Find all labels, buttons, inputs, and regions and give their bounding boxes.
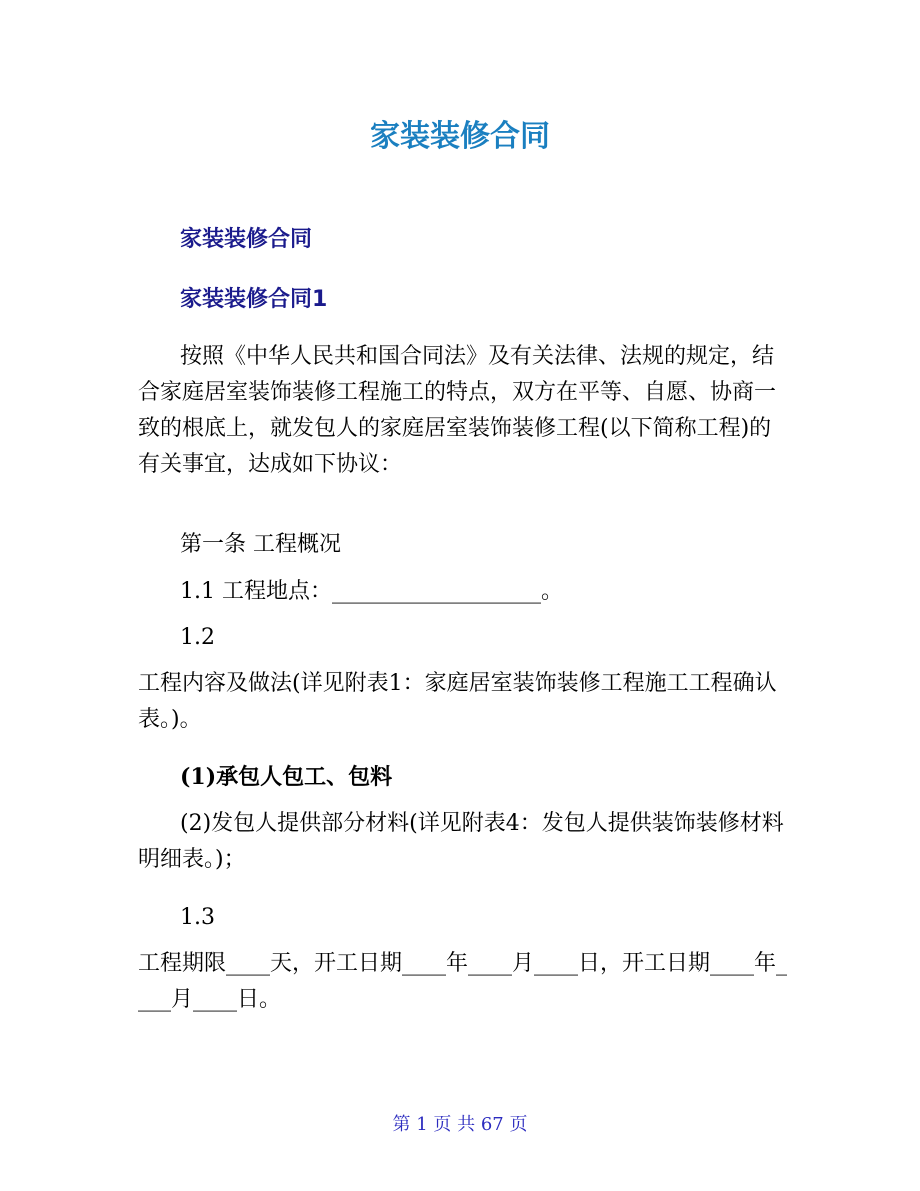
- item-1-3-schedule: 工程期限____天，开工日期____年____月____日，开工日期____年____月____日。: [138, 951, 788, 1012]
- contract-heading: 家装装修合同1: [180, 287, 328, 312]
- item-1-1-location: 1.1 工程地点：___________________。: [180, 579, 563, 604]
- item-1-2-number: 1.2: [180, 625, 215, 650]
- article-1-heading: 第一条 工程概况: [180, 532, 341, 557]
- page-number-footer: 第 1 页 共 67 页: [392, 1114, 528, 1135]
- item-1-3-number: 1.3: [180, 905, 215, 930]
- option-1-contractor-supplies: (1)承包人包工、包料: [180, 764, 393, 790]
- option-2-owner-supplies: (2)发包人提供部分材料(详见附表4：发包人提供装饰装修材料明细表。)；: [138, 811, 784, 872]
- section-heading: 家装装修合同: [180, 227, 313, 252]
- document-title: 家装装修合同: [370, 119, 550, 154]
- item-1-2-content: 工程内容及做法(详见附表1：家庭居室装饰装修工程施工工程确认表。)。: [138, 671, 777, 732]
- intro-paragraph: 按照《中华人民共和国合同法》及有关法律、法规的规定，结合家庭居室装饰装修工程施工的特点，双方在平等、自愿、协商一致的根底上，就发包人的家庭居室装饰装修工程(以下简称工程)的有关事宜，达成如下协议：: [138, 344, 777, 477]
